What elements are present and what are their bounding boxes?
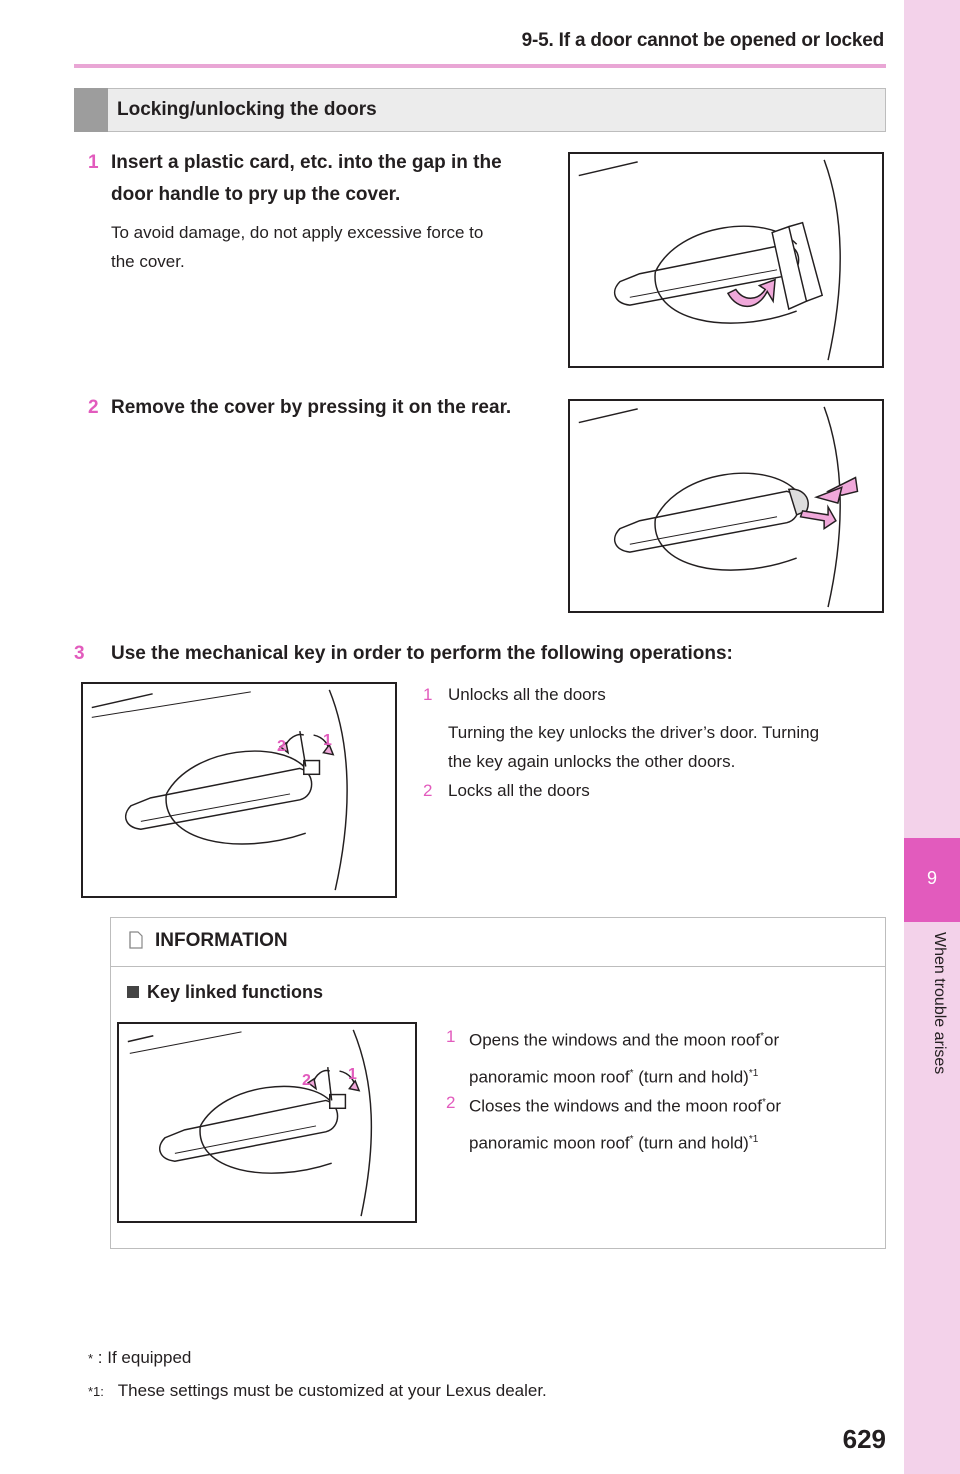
information-separator xyxy=(111,966,885,967)
running-header: 9-5. If a door cannot be opened or locked xyxy=(521,30,884,51)
figure-remove-cover xyxy=(568,399,884,613)
figure-label-2: 2 xyxy=(302,1072,311,1089)
key-linked-2-number: 2 xyxy=(446,1093,456,1112)
page-number: 629 xyxy=(842,1424,886,1454)
figure-label-2: 2 xyxy=(277,738,286,755)
step-1-note: To avoid damage, do not apply excessive force to the cover. xyxy=(111,223,484,271)
footnote-customize: *1: These settings must be customized at your Lexus dealer. xyxy=(88,1381,547,1400)
step-2-number: 2 xyxy=(88,397,99,418)
information-title: INFORMATION xyxy=(155,930,288,951)
key-op-1-number: 1 xyxy=(423,685,433,704)
chapter-label: When trouble arises xyxy=(931,932,948,1075)
figure-label-1: 1 xyxy=(323,732,332,749)
footnote-if-equipped: * : If equipped xyxy=(88,1348,192,1367)
step-2-text: Remove the cover by pressing it on the rear. xyxy=(111,397,512,418)
key-op-1-detail: Turning the key unlocks the driver’s door. Turning the key again unlocks the other doors. xyxy=(448,723,820,771)
chapter-number: 9 xyxy=(926,868,937,888)
section-heading-accent xyxy=(74,88,108,132)
key-linked-2-text: Closes the windows and the moon roof*or panoramic moon roof* (turn and hold)$^{*1}$ xyxy=(469,1096,781,1153)
information-icon xyxy=(128,930,144,950)
chapter-side-tab xyxy=(904,0,960,1474)
figure-mechanical-key xyxy=(81,682,397,898)
key-op-1-label: Unlocks all the doors xyxy=(448,685,606,704)
key-op-2-number: 2 xyxy=(423,781,433,800)
key-op-2-label: Locks all the doors xyxy=(448,781,590,800)
step-1-number: 1 xyxy=(88,152,99,173)
key-linked-heading: Key linked functions xyxy=(127,982,323,1003)
figure-key-linked xyxy=(117,1022,417,1223)
figure-label-1: 1 xyxy=(348,1066,357,1083)
section-title: Locking/unlocking the doors xyxy=(117,99,377,120)
square-bullet-icon xyxy=(127,986,139,998)
step-3-text: Use the mechanical key in order to perform the following operations: xyxy=(111,643,733,664)
key-linked-1-number: 1 xyxy=(446,1027,456,1046)
step-1-text: Insert a plastic card, etc. into the gap in the door handle to pry up the cover. xyxy=(111,152,502,205)
header-rule xyxy=(74,64,886,68)
key-linked-1-text: Opens the windows and the moon roof*or panoramic moon roof* (turn and hold)$^{*1}$ xyxy=(469,1030,780,1087)
figure-pry-cover xyxy=(568,152,884,368)
step-3-number: 3 xyxy=(74,643,85,664)
